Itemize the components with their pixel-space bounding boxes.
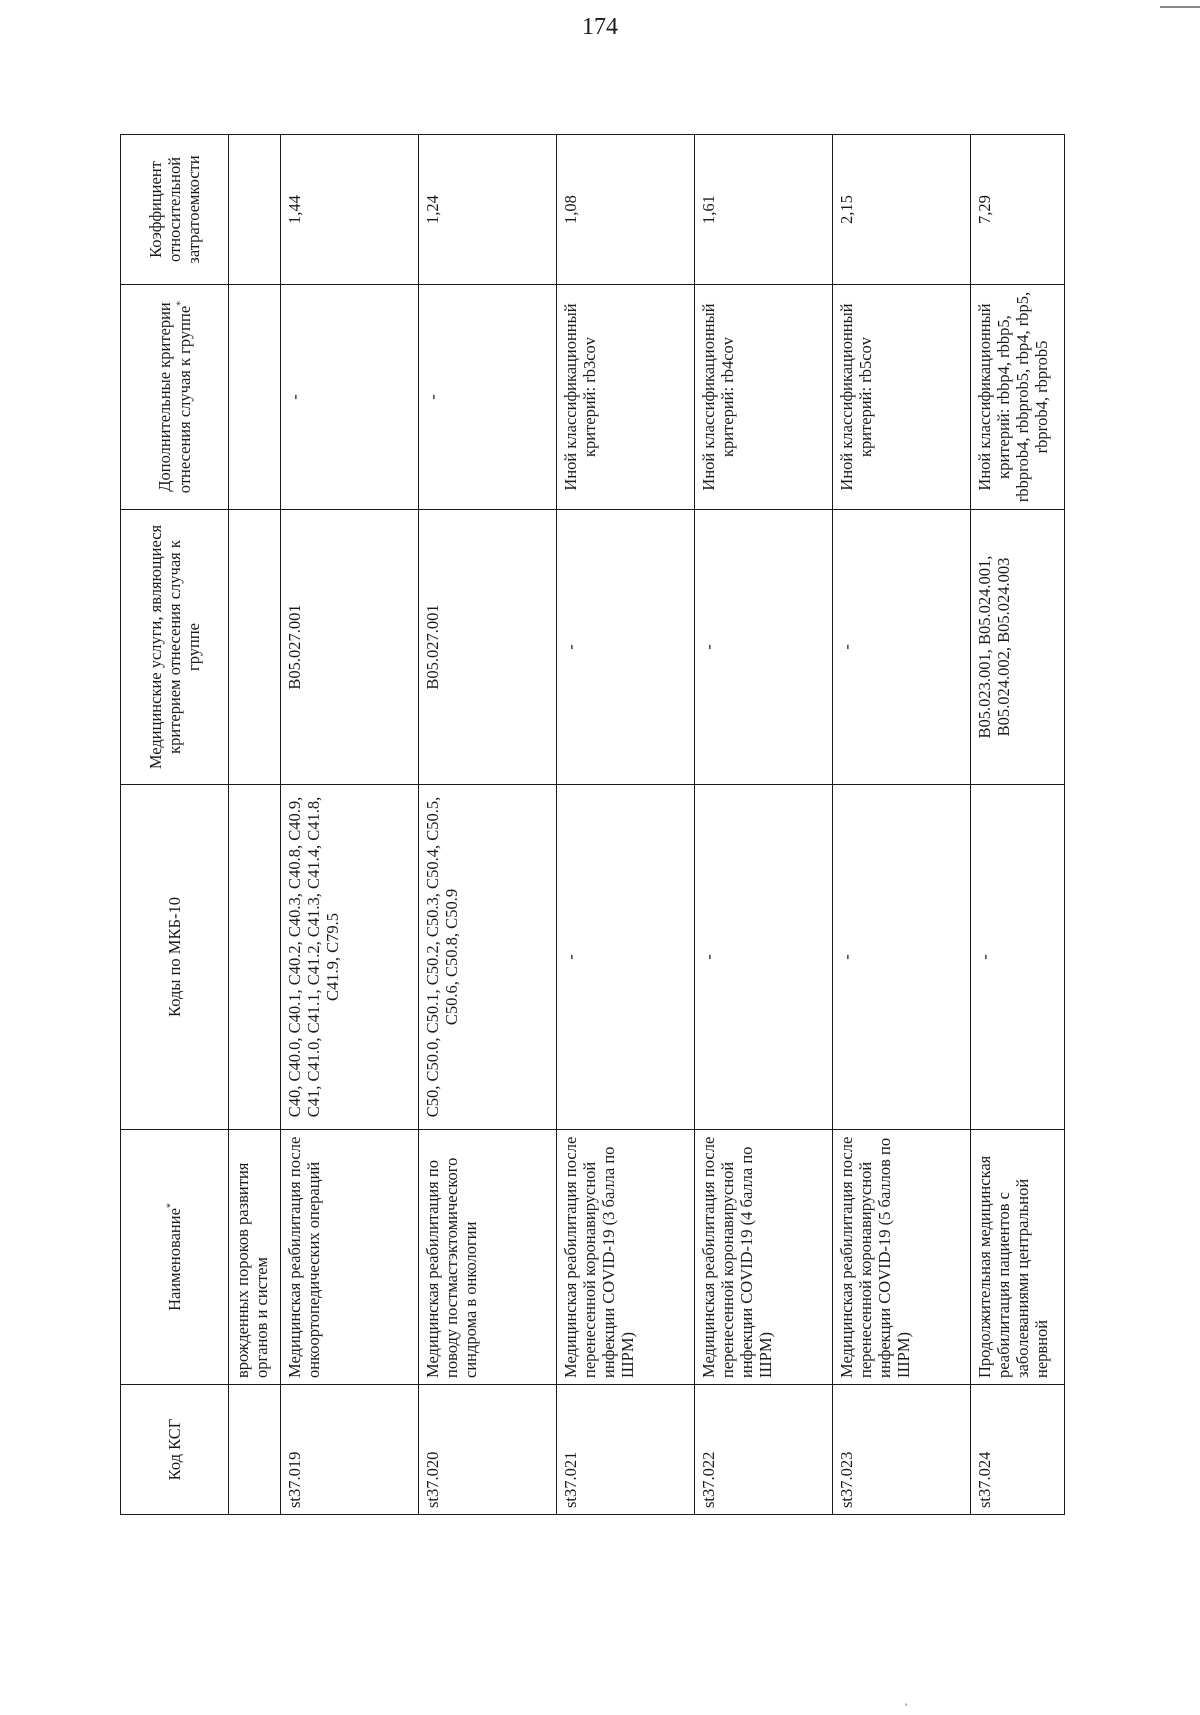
header-name: Наименование* — [121, 1130, 229, 1385]
cell-mkb: - — [971, 785, 1065, 1130]
table-row — [557, 135, 695, 1515]
header-mkb: Коды по МКБ-10 — [121, 785, 229, 1130]
cell-name: Медицинская реабилитация после перенесенной коронавирусной инфекции COVID-19 (3 балла по ШРМ) — [557, 1130, 695, 1385]
cell-coef: 7,29 — [971, 135, 1065, 285]
cell-mkb: - — [557, 785, 695, 1130]
cell-coef: 1,24 — [419, 135, 557, 285]
cell-services: - — [557, 510, 695, 785]
cell-coef — [229, 135, 281, 285]
header-code: Код КСГ — [121, 1385, 229, 1515]
corner-line — [1160, 6, 1200, 8]
cell-criteria — [229, 285, 281, 510]
cell-name: врожденных пороков развития органов и систем — [229, 1130, 281, 1385]
cell-code — [229, 1385, 281, 1515]
cell-coef: 1,44 — [281, 135, 419, 285]
cell-code: st37.020 — [419, 1385, 557, 1515]
cell-mkb: - — [695, 785, 833, 1130]
cell-criteria: - — [281, 285, 419, 510]
cell-coef: 1,61 — [695, 135, 833, 285]
cell-code: st37.021 — [557, 1385, 695, 1515]
cell-coef: 1,08 — [557, 135, 695, 285]
ksg-table — [120, 134, 1065, 1515]
cell-criteria: Иной классификационный критерий: rb3cov — [557, 285, 695, 510]
cell-services — [229, 510, 281, 785]
header-row — [121, 135, 229, 1515]
cell-name: Медицинская реабилитация после перенесенной коронавирусной инфекции COVID-19 (4 балла по ШРМ) — [695, 1130, 833, 1385]
page-number: 174 — [582, 14, 618, 40]
cell-mkb: C50, C50.0, C50.1, C50.2, C50.3, C50.4, C50.5, C50.6, C50.8, C50.9 — [419, 785, 557, 1130]
table-row — [229, 135, 281, 1515]
cell-criteria: Иной классификационный критерий: rb5cov — [833, 285, 971, 510]
cell-mkb: - — [833, 785, 971, 1130]
cell-mkb — [229, 785, 281, 1130]
cell-services: B05.027.001 — [419, 510, 557, 785]
table-row — [281, 135, 419, 1515]
cell-services: - — [695, 510, 833, 785]
cell-mkb: C40, C40.0, C40.1, C40.2, C40.3, C40.8, C40.9, C41, C41.0, C41.1, C41.2, C41.3, C41.4, C41.8, C41.9, C79.5 — [281, 785, 419, 1130]
table-row — [833, 135, 971, 1515]
table-row — [419, 135, 557, 1515]
cell-criteria: Иной классификационный критерий: rbbp4, rbbp5, rbbprob4, rbbprob5, rbp4, rbp5, rbprob4, rbprob5 — [971, 285, 1065, 510]
cell-name: Медицинская реабилитация после онкоортопедических операций — [281, 1130, 419, 1385]
cell-code: st37.019 — [281, 1385, 419, 1515]
cell-code: st37.023 — [833, 1385, 971, 1515]
cell-name: Медицинская реабилитация после перенесенной коронавирусной инфекции COVID-19 (5 баллов по ШРМ) — [833, 1130, 971, 1385]
cell-services: B05.023.001, B05.024.001, B05.024.002, B05.024.003 — [971, 510, 1065, 785]
header-coef: Коэффициент относительной затратоемкости — [121, 135, 229, 285]
header-services: Медицинские услуги, являющиеся критерием отнесения случая к группе — [121, 510, 229, 785]
header-criteria: Дополнительные критерии отнесения случая к группе* — [121, 285, 229, 510]
table-row — [971, 135, 1065, 1515]
ksg-table-rotated — [120, 135, 1065, 1515]
cell-code: st37.022 — [695, 1385, 833, 1515]
cell-name: Продолжительная медицинская реабилитация пациентов с заболеваниями центральной нервной — [971, 1130, 1065, 1385]
table-row — [695, 135, 833, 1515]
cell-services: B05.027.001 — [281, 510, 419, 785]
cell-criteria: Иной классификационный критерий: rb4cov — [695, 285, 833, 510]
scan-mark: ' — [905, 1700, 908, 1714]
cell-name: Медицинская реабилитация по поводу постмастэктомического синдрома в онкологии — [419, 1130, 557, 1385]
cell-services: - — [833, 510, 971, 785]
cell-code: st37.024 — [971, 1385, 1065, 1515]
cell-coef: 2,15 — [833, 135, 971, 285]
cell-criteria: - — [419, 285, 557, 510]
